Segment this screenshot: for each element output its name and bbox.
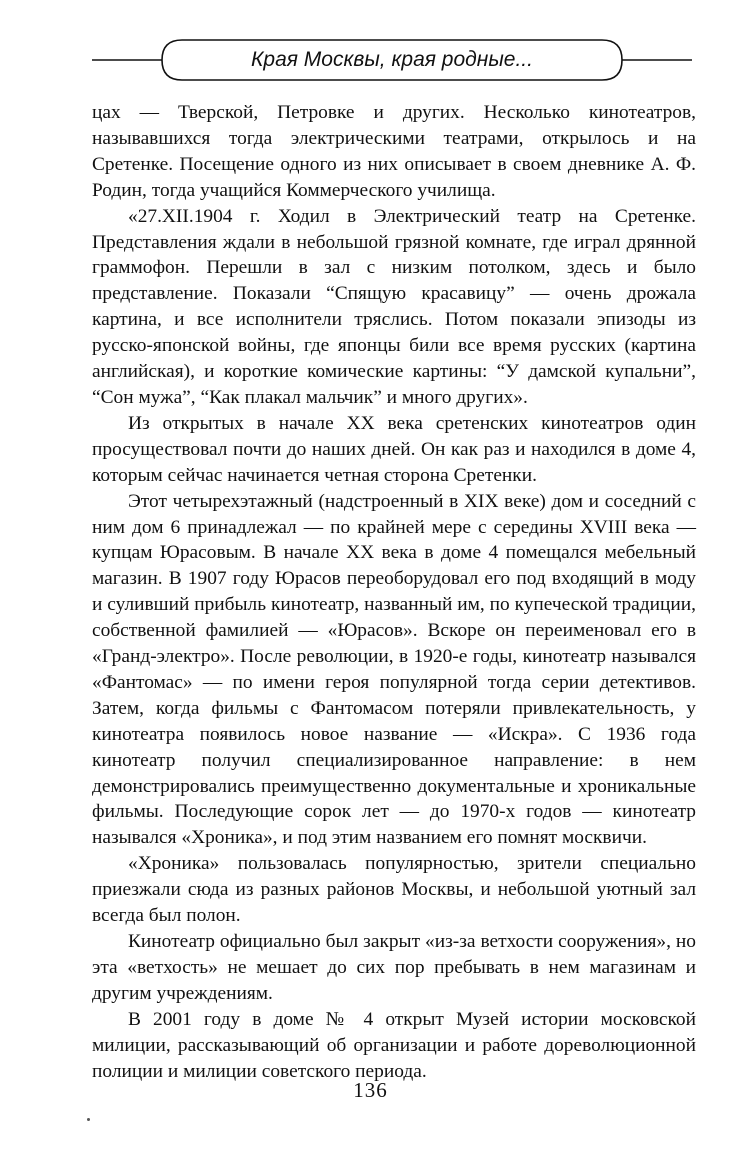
paragraph: В 2001 году в доме № 4 открыт Музей истории московской милиции, рассказывающий об организации и работе дореволюционной полиции и милиции советского периода. (92, 1008, 696, 1082)
paragraph: Из открытых в начале XX века сретенских кинотеатров один просуществовал почти до наших дней. Он как раз и находился в доме 4, которым сейчас начинается четная сторона Сретенки. (92, 412, 696, 486)
running-header (92, 37, 692, 83)
paragraph: Этот четырехэтажный (надстроенный в XIX веке) дом и соседний с ним дом 6 принадлежал — по крайней мере с середины XVIII века — купцам Юрасовым. В начале XX века в доме 4 помещался мебельный магазин. В 1907 году Юрасов переоборудовал его под входящий в моду и суливший прибыль кинотеатр, названный им, по купеческой традиции, собственной фамилией — «Юрасов». Вскоре он переименовал его в «Гранд-электро». После революции, в 1920-е годы, кинотеатр назывался «Фантомас» — по имени героя популярной тогда серии детективов. Затем, когда фильмы с Фантомасом потеряли привлекательность, у кинотеатра появилось новое название — «Искра». С 1936 года кинотеатр получил специализированное направление: в нем демонстрировались преимущественно документальные и хроникальные фильмы. Последующие сорок лет — до 1970-х годов — кинотеатр назывался «Хроника», и под этим названием его помнят москвичи. (92, 490, 696, 849)
print-speck (87, 1118, 90, 1121)
paragraph: «27.XII.1904 г. Ходил в Электрический театр на Сретенке. Представления ждали в небольшой грязной комнате, где играл дрянной граммофон. Перешли в зал с низким потолком, здесь и было представление. Показали “Спящую красавицу” — очень дрожала картина, и все исполнители тряслись. Потом показали эпизоды из русско-японской войны, где японцы били все время русских (картина английская), и короткие комические картины: “У дамской купальни”, “Сон мужа”, “Как плакал мальчик” и много других». (92, 205, 696, 408)
header-title: Края Москвы, края родные... (251, 48, 533, 71)
page-number: 136 (353, 1078, 388, 1102)
body-text (92, 100, 696, 1084)
paragraph: цах — Тверской, Петровке и других. Несколько кинотеатров, называвшихся тогда электрическими театрами, открылось и на Сретенке. Посещение одного из них описывает в своем дневнике А. Ф. Родин, тогда учащийся Коммерческого училища. (92, 102, 696, 201)
paragraph: Кинотеатр официально был закрыт «из-за ветхости сооружения», но эта «ветхость» не мешает до сих пор пребывать в нем магазинам и другим учреждениям. (92, 931, 696, 1004)
paragraph: «Хроника» пользовалась популярностью, зрители специально приезжали сюда из разных районов Москвы, и небольшой уютный зал всегда был полон. (92, 853, 696, 927)
